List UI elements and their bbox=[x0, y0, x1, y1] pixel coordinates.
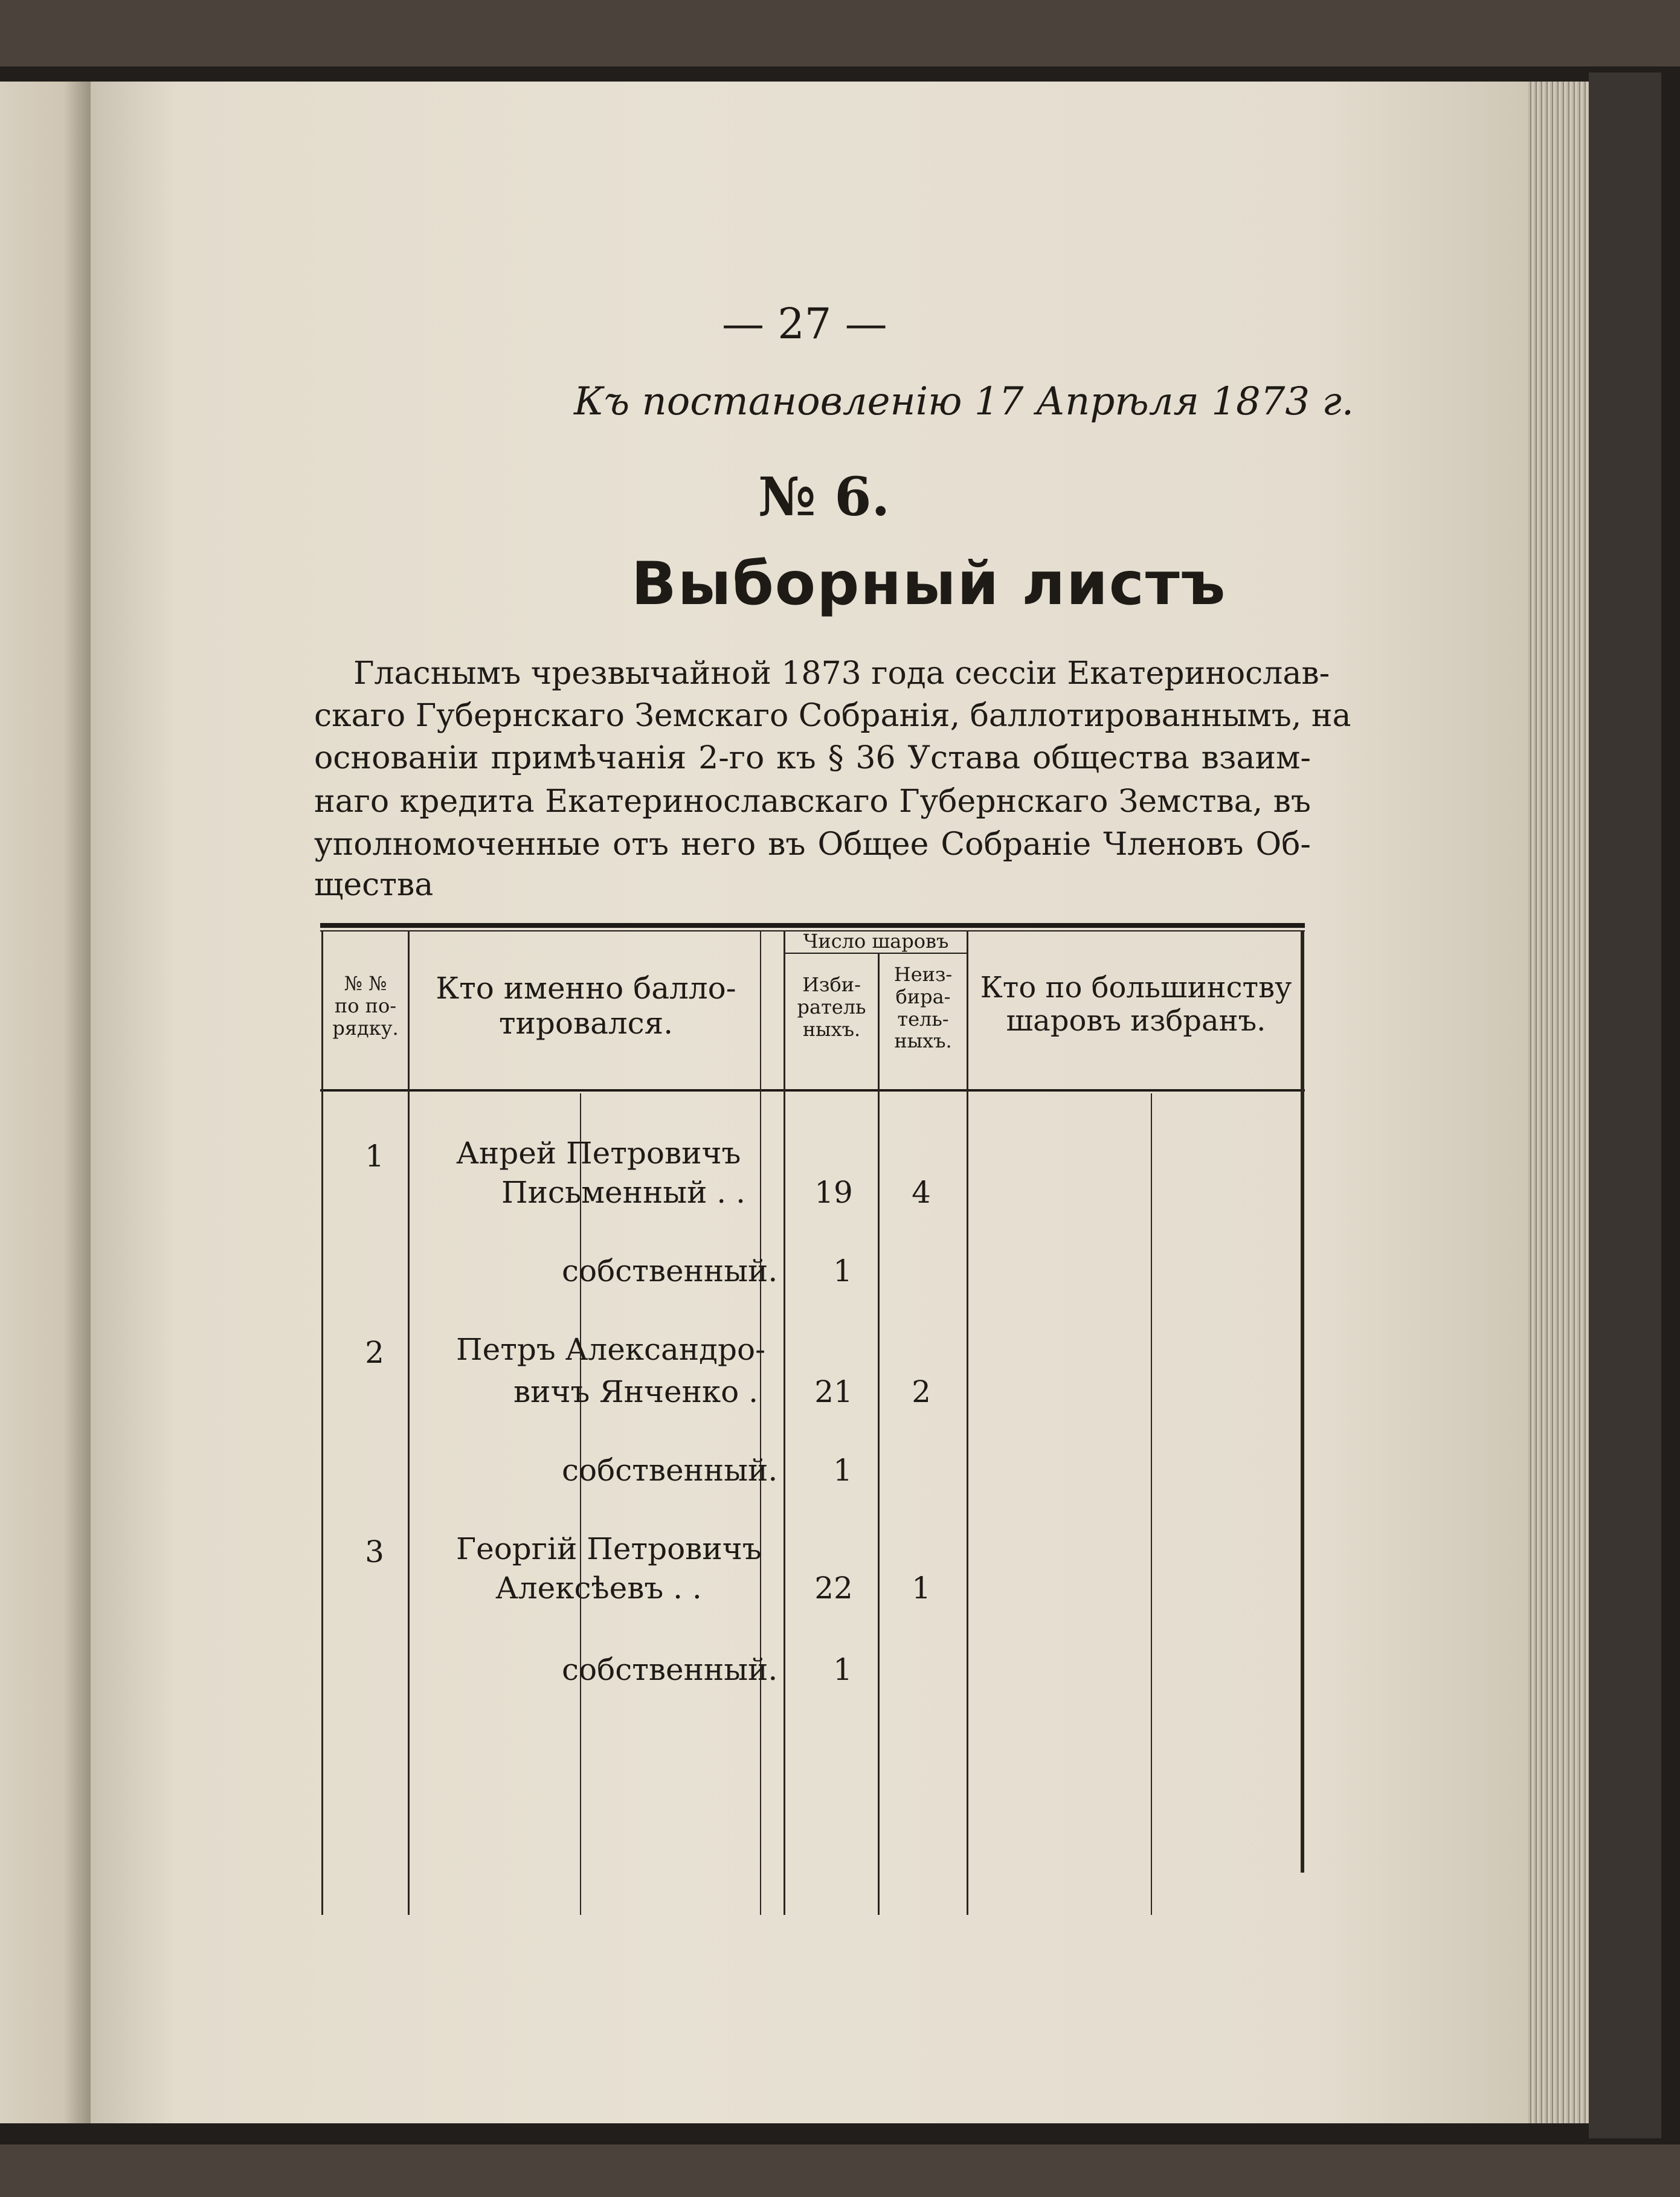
votes-against: 4 bbox=[912, 1175, 931, 1210]
own-vote-count: 1 bbox=[833, 1652, 852, 1687]
table-col-divider bbox=[967, 930, 968, 1915]
header-name: Кто именно балло- тировался. bbox=[436, 971, 736, 1041]
header-order: № № по по- рядку. bbox=[332, 972, 399, 1040]
intro-line: наго кредита Екатеринославскаго Губернскаго Земства, въ bbox=[314, 783, 1311, 820]
intro-line: Гласнымъ чрезвычайной 1873 года сессіи Екатеринослав- bbox=[353, 655, 1330, 692]
votes-against: 2 bbox=[912, 1374, 931, 1409]
own-vote-label: собственный. bbox=[562, 1453, 778, 1488]
candidate-name: Анрей Петровичъ bbox=[456, 1136, 741, 1171]
votes-for: 21 bbox=[814, 1374, 853, 1409]
table-top-rule bbox=[320, 923, 1305, 928]
candidate-name: Письменный . . bbox=[501, 1175, 745, 1210]
table-right-border bbox=[1301, 930, 1304, 1873]
own-vote-count: 1 bbox=[833, 1253, 852, 1288]
candidate-name: Петръ Александро- bbox=[456, 1332, 765, 1367]
table-col-divider bbox=[760, 930, 761, 1915]
candidate-name: Алексѣевъ . . bbox=[495, 1571, 702, 1606]
table-col-divider bbox=[784, 930, 785, 1915]
page-edges bbox=[1528, 82, 1589, 2123]
left-page-fragment bbox=[0, 82, 91, 2123]
table-col-divider bbox=[321, 930, 323, 1915]
intro-line: основаніи примѣчанія 2-го къ § 36 Устава общества взаим- bbox=[314, 740, 1311, 776]
ballots-group-rule bbox=[784, 953, 968, 954]
table-col-divider bbox=[1151, 1093, 1152, 1915]
header-ballots-count: Число шаровъ bbox=[803, 930, 949, 953]
votes-for: 19 bbox=[814, 1175, 853, 1210]
own-vote-count: 1 bbox=[833, 1453, 852, 1488]
book-cover bbox=[1589, 72, 1661, 2138]
intro-line: уполномоченные отъ него въ Общее Собраніе Членовъ Об- bbox=[314, 826, 1311, 863]
table-col-divider bbox=[878, 953, 880, 1915]
intro-line: скаго Губернскаго Земскаго Собранія, баллотированнымъ, на bbox=[314, 698, 1351, 734]
header-elected: Кто по большинству шаровъ избранъ. bbox=[980, 971, 1292, 1038]
document-number: № 6. bbox=[758, 465, 890, 528]
candidate-name: вичъ Янченко . bbox=[513, 1374, 759, 1409]
row-order: 3 bbox=[365, 1534, 384, 1569]
page-number: — 27 — bbox=[722, 299, 887, 349]
table-col-divider bbox=[408, 930, 410, 1915]
resolution-reference: Къ постановленію 17 Апрѣля 1873 г. bbox=[574, 379, 1354, 424]
header-for: Изби- ратель ныхъ. bbox=[797, 973, 866, 1041]
document-heading: Выборный листъ bbox=[631, 550, 1227, 619]
row-order: 1 bbox=[365, 1139, 384, 1174]
own-vote-label: собственный. bbox=[562, 1652, 778, 1687]
table-col-divider bbox=[580, 1093, 581, 1915]
candidate-name: Георгій Петровичъ bbox=[456, 1531, 762, 1566]
row-order: 2 bbox=[365, 1335, 384, 1370]
own-vote-label: собственный. bbox=[562, 1253, 778, 1288]
header-against: Неиз- бира- тель- ныхъ. bbox=[893, 963, 953, 1053]
votes-against: 1 bbox=[912, 1571, 931, 1606]
intro-line: щества bbox=[314, 867, 434, 903]
votes-for: 22 bbox=[814, 1571, 853, 1606]
table-header-rule bbox=[320, 1089, 1305, 1092]
